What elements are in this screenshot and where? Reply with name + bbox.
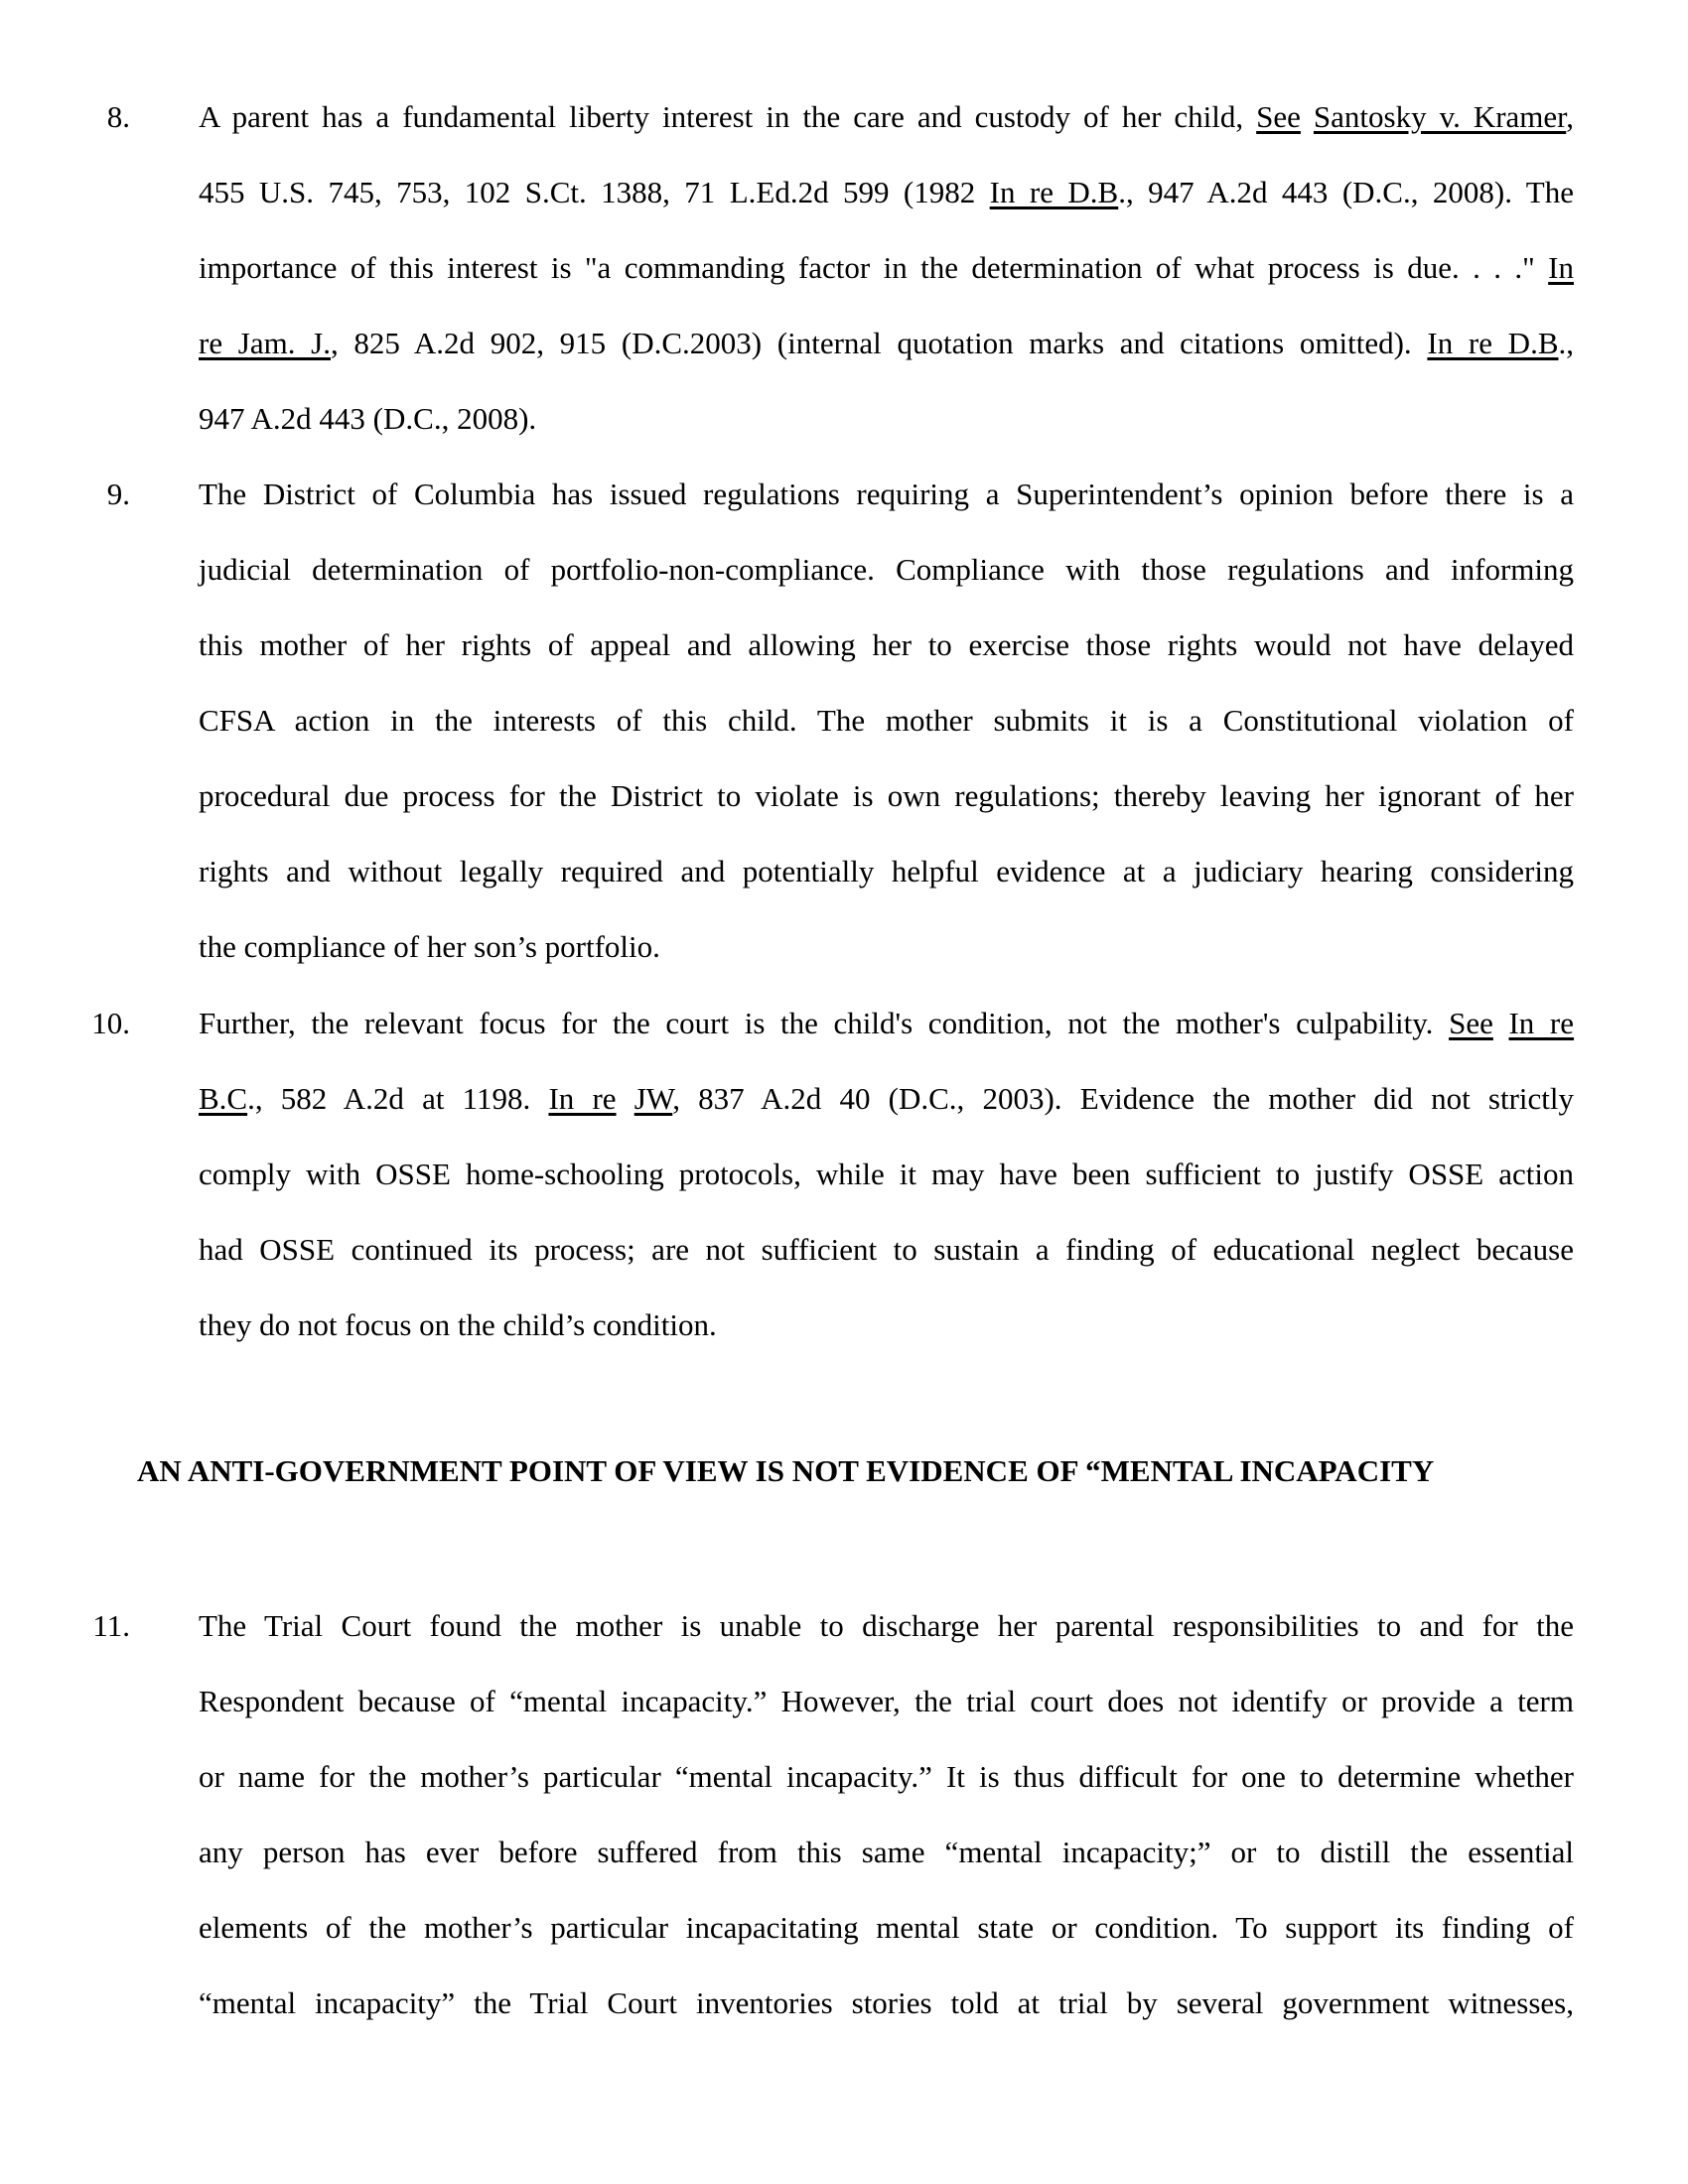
text-line: the compliance of her son’s portfolio. <box>199 929 660 964</box>
text-line: they do not focus on the child’s condition. <box>199 1307 717 1342</box>
text-line: B.C., 582 A.2d at 1198. In re JW, 837 A.2d 40 (D.C., 2003). Evidence the mother did not strictly <box>199 1081 1574 1116</box>
section-heading: AN ANTI-GOVERNMENT POINT OF VIEW IS NOT EVIDENCE OF “MENTAL INCAPACITY <box>137 1453 1435 1488</box>
text-line: elements of the mother’s particular incapacitating mental state or condition. To support its finding of <box>199 1910 1574 1945</box>
paragraph-number: 8. <box>106 99 130 134</box>
paragraph-number: 11. <box>92 1608 130 1643</box>
text-line: rights and without legally required and potentially helpful evidence at a judiciary hearing considering <box>199 854 1574 888</box>
text-line: had OSSE continued its process; are not sufficient to sustain a finding of educational neglect because <box>199 1232 1574 1267</box>
paragraph-body <box>199 1588 1574 2041</box>
case-citation: Santosky v. Kramer <box>1313 99 1567 134</box>
case-citation: In <box>1548 250 1574 285</box>
text-line: CFSA action in the interests of this child. The mother submits it is a Constitutional violation of <box>199 703 1574 738</box>
case-citation: In re D.B <box>1427 326 1559 360</box>
paragraph-body <box>199 79 1574 457</box>
case-citation: See <box>1449 1006 1493 1040</box>
text-line: A parent has a fundamental liberty interest in the care and custody of her child, See Santosky v. Kramer, <box>199 99 1574 134</box>
text-line: re Jam. J., 825 A.2d 902, 915 (D.C.2003) (internal quotation marks and citations omitted). In re D.B., <box>199 326 1574 360</box>
paragraph-number: 9. <box>106 477 130 511</box>
text-line: 455 U.S. 745, 753, 102 S.Ct. 1388, 71 L.Ed.2d 599 (1982 In re D.B., 947 A.2d 443 (D.C., 2008). The <box>199 175 1574 209</box>
text-line: Respondent because of “mental incapacity.” However, the trial court does not identify or provide a term <box>199 1684 1574 1718</box>
text-line: judicial determination of portfolio-non-compliance. Compliance with those regulations and informing <box>199 552 1574 587</box>
paragraph-9 <box>106 457 1574 985</box>
text-line: any person has ever before suffered from this same “mental incapacity;” or to distill the essential <box>199 1835 1574 1869</box>
text-line: 947 A.2d 443 (D.C., 2008). <box>199 401 537 436</box>
text-line: importance of this interest is "a commanding factor in the determination of what process is due. . . ." In <box>199 250 1574 285</box>
case-citation: In re D.B <box>989 175 1119 209</box>
paragraph-body <box>199 457 1574 985</box>
text-line: or name for the mother’s particular “mental incapacity.” It is thus difficult for one to determine whether <box>199 1759 1574 1794</box>
paragraph-body <box>199 986 1574 1363</box>
case-citation: JW <box>633 1081 673 1116</box>
text-line: The Trial Court found the mother is unable to discharge her parental responsibilities to and for the <box>199 1608 1574 1643</box>
case-citation: re Jam. J. <box>199 326 331 360</box>
paragraph-10 <box>91 986 1575 1363</box>
case-citation: B.C <box>199 1081 248 1116</box>
text-line: The District of Columbia has issued regulations requiring a Superintendent’s opinion before there is a <box>199 477 1574 511</box>
text-line: comply with OSSE home-schooling protocols, while it may have been sufficient to justify OSSE action <box>199 1157 1574 1191</box>
text-line: this mother of her rights of appeal and allowing her to exercise those rights would not have delayed <box>199 627 1574 662</box>
case-citation: In re <box>548 1081 617 1116</box>
text-line: procedural due process for the District to violate is own regulations; thereby leaving her ignorant of her <box>199 778 1574 813</box>
text-line: Further, the relevant focus for the court is the child's condition, not the mother's culpability. See In re <box>199 1006 1575 1040</box>
paragraph-8 <box>106 79 1574 457</box>
paragraph-11 <box>92 1588 1574 2041</box>
case-citation: See <box>1256 99 1301 134</box>
text-line: “mental incapacity” the Trial Court inventories stories told at trial by several government witnesses, <box>199 1985 1574 2020</box>
paragraph-number: 10. <box>91 1006 130 1040</box>
case-citation: In re <box>1508 1006 1575 1040</box>
